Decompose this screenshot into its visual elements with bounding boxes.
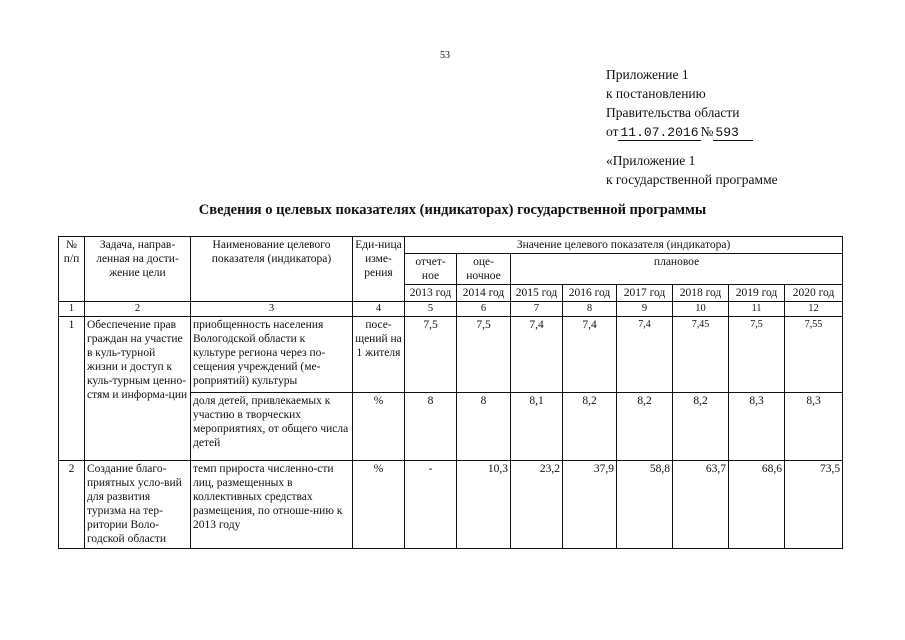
value-cell: 73,5 [785,461,843,549]
task-cell: Обеспечение прав граждан на участие в куль-турной жизни и доступ к куль-турным ценно-стям и информа-ции [85,317,191,461]
value-cell: - [405,461,457,549]
appendix-to-program-line-2: к государственной программе [606,172,778,187]
row-number: 2 [59,461,85,549]
value-cell: 8,2 [673,393,729,461]
value-cell: 23,2 [511,461,563,549]
value-cell: 7,55 [785,317,843,393]
appendix-block [606,65,753,142]
indicator-name: темп прироста численно-сти лиц, размещенных в коллективных средствах размещения, по отноше-нию к 2013 году [191,461,353,549]
value-cell: 68,6 [729,461,785,549]
appendix-line-1: Приложение 1 [606,67,689,82]
value-cell: 8,3 [785,393,843,461]
column-number: 11 [729,302,785,317]
value-cell: 7,4 [511,317,563,393]
indicator-name: приобщенность населения Вологодской области к культуре региона через по-сещения учреждений (ме-роприятий) культуры [191,317,353,393]
page-number: 53 [440,50,450,61]
value-cell: 37,9 [563,461,617,549]
number-sign: № [700,124,714,139]
header-year: 2017 год [617,285,673,302]
value-cell: 7,4 [563,317,617,393]
unit-cell: % [353,393,405,461]
header-num: № п/п [59,237,85,302]
column-number: 8 [563,302,617,317]
value-cell: 63,7 [673,461,729,549]
header-value: Значение целевого показателя (индикатора) [405,237,843,254]
column-number: 2 [85,302,191,317]
column-number: 9 [617,302,673,317]
resolution-number: 593 [713,125,752,141]
indicator-name: доля детей, привлекаемых к участию в творческих мероприятиях, от общего числа детей [191,393,353,461]
header-year: 2019 год [729,285,785,302]
value-cell: 7,5 [405,317,457,393]
appendix-date-line [606,122,753,142]
header-estimated: оце-ночное [457,254,511,285]
value-cell: 8 [405,393,457,461]
column-number: 3 [191,302,353,317]
from-label: от [606,124,619,139]
header-task: Задача, направ-ленная на дости-жение цели [85,237,191,302]
header-year: 2013 год [405,285,457,302]
appendix-to-program-line-1: «Приложение 1 [606,153,696,168]
column-number: 4 [353,302,405,317]
header-year: 2015 год [511,285,563,302]
column-number-row [59,302,843,317]
unit-cell: % [353,461,405,549]
value-cell: 8,3 [729,393,785,461]
value-cell: 10,3 [457,461,511,549]
column-number: 12 [785,302,843,317]
column-number: 1 [59,302,85,317]
header-planned: плановое [511,254,843,285]
row-number: 1 [59,317,85,461]
appendix-to-program-block [606,151,778,189]
table-row [59,317,843,393]
value-cell: 7,5 [457,317,511,393]
resolution-date: 11.07.2016 [620,125,699,140]
value-cell: 8,2 [617,393,673,461]
value-cell: 8,2 [563,393,617,461]
header-year: 2016 год [563,285,617,302]
value-cell: 7,45 [673,317,729,393]
header-unit: Еди-ница изме-рения [353,237,405,302]
value-cell: 8,1 [511,393,563,461]
header-year: 2014 год [457,285,511,302]
value-cell: 8 [457,393,511,461]
value-cell: 7,5 [729,317,785,393]
column-number: 5 [405,302,457,317]
appendix-line-3: Правительства области [606,105,740,120]
header-year: 2020 год [785,285,843,302]
column-number: 7 [511,302,563,317]
indicators-table [58,236,843,549]
column-number: 10 [673,302,729,317]
header-row-1 [59,237,843,254]
header-reported: отчет-ное [405,254,457,285]
column-number: 6 [457,302,511,317]
document-title: Сведения о целевых показателях (индикаторах) государственной программы [198,202,707,218]
table-row [59,461,843,549]
header-indicator: Наименование целевого показателя (индикатора) [191,237,353,302]
unit-cell: посе-щений на 1 жителя [353,317,405,393]
header-year: 2018 год [673,285,729,302]
appendix-line-2: к постановлению [606,86,706,101]
value-cell: 7,4 [617,317,673,393]
value-cell: 58,8 [617,461,673,549]
task-cell: Создание благо-приятных усло-вий для развития туризма на тер-ритории Воло-годской области [85,461,191,549]
